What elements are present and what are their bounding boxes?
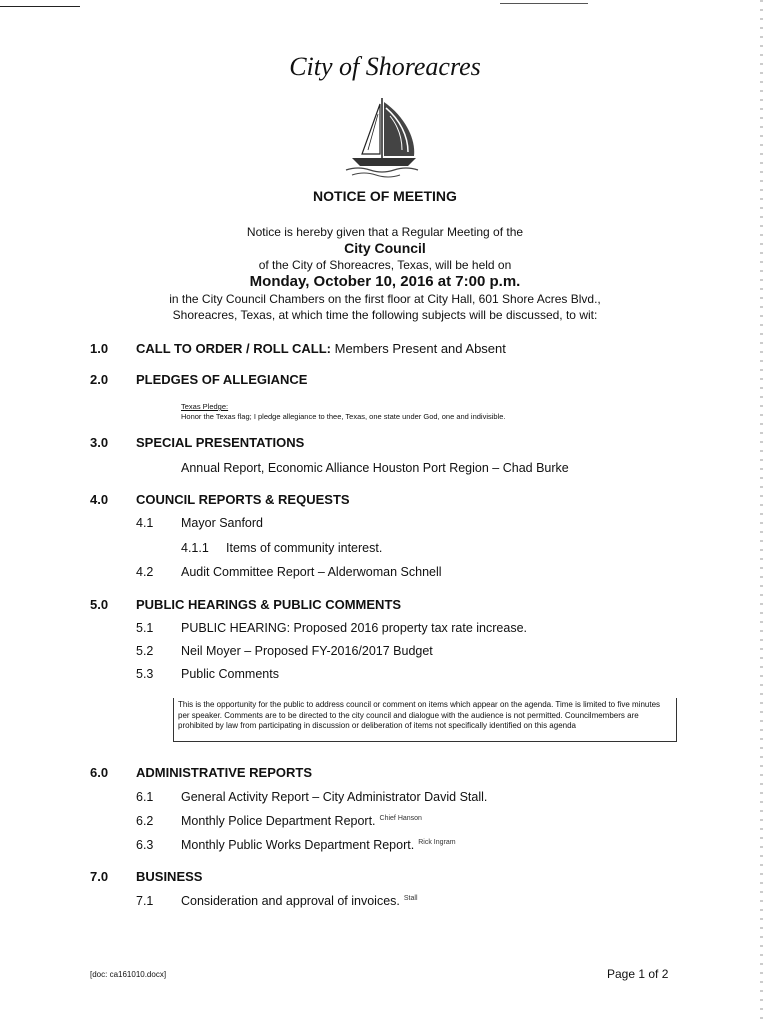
section-number: 5.0	[90, 597, 109, 612]
item-number: 5.1	[136, 621, 154, 635]
section-heading	[136, 492, 350, 507]
item-text	[181, 814, 422, 828]
section-number: 1.0	[90, 341, 109, 356]
pledge-text: Honor the Texas flag; I pledge allegiance to thee, Texas, one state under God, one and indivisible.	[181, 412, 506, 421]
section-heading	[136, 341, 506, 356]
item-number: 4.1.1	[181, 541, 209, 555]
item-text: Items of community interest.	[226, 541, 383, 555]
item-text: PUBLIC HEARING: Proposed 2016 property tax rate increase.	[181, 621, 527, 635]
scan-edge	[760, 0, 763, 1024]
section-heading-bold: SPECIAL PRESENTATIONS	[136, 435, 305, 450]
section-heading	[136, 869, 202, 884]
section-heading-bold: CALL TO ORDER / ROLL CALL:	[136, 341, 331, 356]
item-number: 4.2	[136, 565, 154, 579]
item-number: 6.3	[136, 838, 154, 852]
intro-line: of the City of Shoreacres, Texas, will be held on	[258, 258, 512, 272]
section-heading-bold: PLEDGES OF ALLEGIANCE	[136, 372, 308, 387]
intro-line: Notice is hereby given that a Regular Meeting of the	[246, 225, 524, 239]
item-text: Neil Moyer – Proposed FY-2016/2017 Budget	[181, 644, 433, 658]
section-number: 3.0	[90, 435, 109, 450]
section-heading	[136, 765, 312, 780]
presenter-note: Chief Hanson	[379, 814, 422, 822]
item-text-main: Consideration and approval of invoices.	[181, 894, 400, 908]
section-heading	[136, 372, 307, 387]
item-text-main: Monthly Public Works Department Report.	[181, 838, 415, 852]
item-number: 7.1	[136, 894, 154, 908]
presentation-item: Annual Report, Economic Alliance Houston Port Region – Chad Burke	[181, 461, 569, 475]
item-text-main: Monthly Police Department Report.	[181, 814, 376, 828]
item-number: 4.1	[136, 516, 154, 530]
item-text: Mayor Sanford	[181, 516, 263, 530]
section-number: 2.0	[90, 372, 109, 387]
intro-block	[0, 224, 770, 323]
section-heading	[136, 435, 304, 450]
item-text	[181, 894, 418, 908]
section-number: 4.0	[90, 492, 109, 507]
section-heading	[136, 597, 401, 612]
page-number: Page 1 of 2	[607, 967, 669, 981]
scan-rule-left	[0, 6, 80, 7]
item-text	[181, 838, 456, 852]
notice-title: NOTICE OF MEETING	[313, 188, 457, 204]
section-heading-bold: BUSINESS	[136, 869, 203, 884]
intro-line: in the City Council Chambers on the first floor at City Hall, 601 Shore Acres Blvd.,	[169, 292, 601, 306]
item-text: Public Comments	[181, 667, 279, 681]
item-text: Audit Committee Report – Alderwoman Schnell	[181, 565, 442, 579]
item-number: 5.3	[136, 667, 154, 681]
city-title: City of Shoreacres	[289, 52, 481, 81]
section-number: 6.0	[90, 765, 109, 780]
presenter-note: Stall	[403, 894, 418, 902]
sailboat-icon	[338, 94, 424, 178]
presenter-note: Rick Ingram	[418, 838, 456, 846]
scan-rule-right	[500, 3, 588, 4]
item-text: General Activity Report – City Administrator David Stall.	[181, 790, 488, 804]
section-heading-bold: COUNCIL REPORTS & REQUESTS	[136, 492, 350, 507]
meeting-date: Monday, October 10, 2016 at 7:00 p.m.	[249, 273, 521, 290]
texas-pledge	[181, 402, 506, 422]
public-comment-note: This is the opportunity for the public to address council or comment on items which appear on the agenda. Time is limited to five minutes per speaker. Comments are to be directed to the city council and dialogue with the audience is not permitted. Councilmembers are prohibited by law from participating in discussion or deliberation of items not specifically identified on this agenda	[173, 698, 677, 742]
section-heading-bold: ADMINISTRATIVE REPORTS	[136, 765, 312, 780]
item-number: 6.2	[136, 814, 154, 828]
intro-body-name: City Council	[344, 240, 426, 256]
item-number: 6.1	[136, 790, 154, 804]
section-number: 7.0	[90, 869, 109, 884]
section-heading-rest: Members Present and Absent	[331, 341, 506, 356]
section-heading-bold: PUBLIC HEARINGS & PUBLIC COMMENTS	[136, 597, 402, 612]
pledge-label: Texas Pledge:	[181, 402, 229, 411]
intro-line: Shoreacres, Texas, at which time the following subjects will be discussed, to wit:	[172, 308, 598, 322]
document-reference: [doc: ca161010.docx]	[90, 970, 167, 979]
item-number: 5.2	[136, 644, 154, 658]
